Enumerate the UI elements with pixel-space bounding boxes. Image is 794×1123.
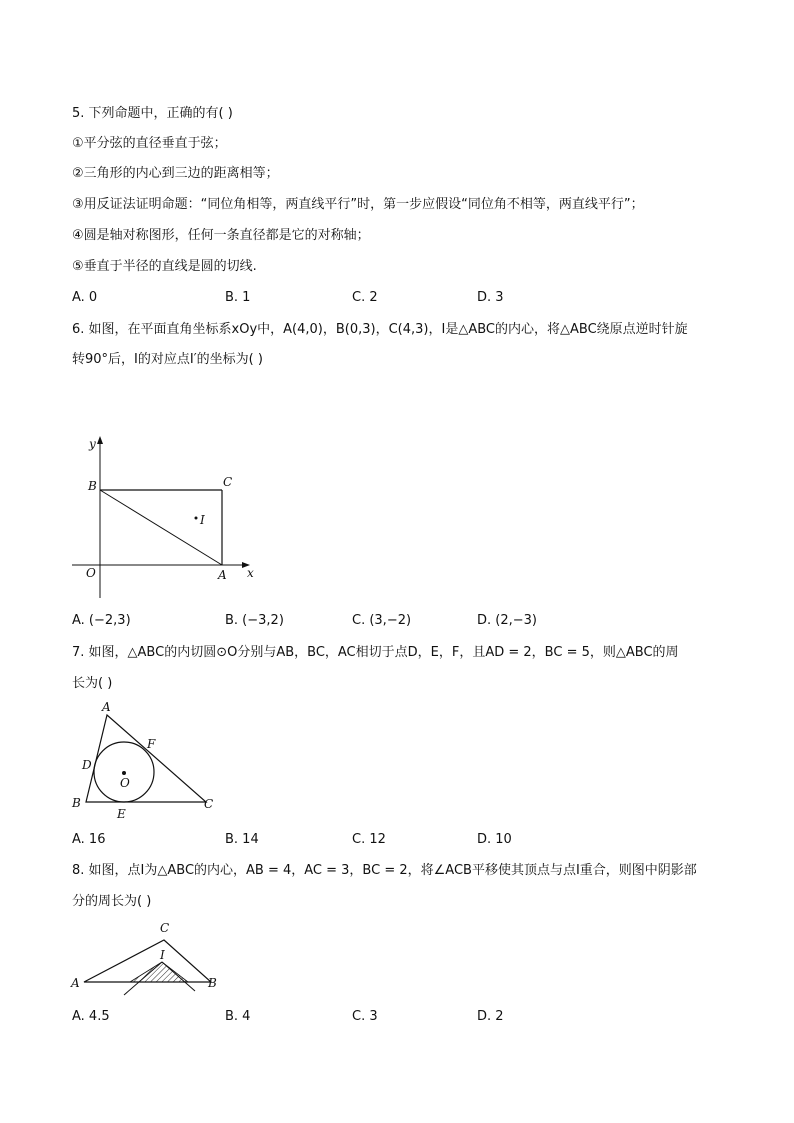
q6-segment-ba xyxy=(100,490,222,565)
q8-label-i: I xyxy=(160,948,165,962)
q5-statement-2: ②三角形的内心到三边的距离相等； xyxy=(72,166,279,181)
q6-point-i xyxy=(195,517,198,520)
q5-option-c: C. 2 xyxy=(352,290,378,305)
q6-label-b: B xyxy=(88,479,97,493)
q5-statement-1: ①平分弦的直径垂直于弦； xyxy=(72,136,227,151)
q6-label-o: O xyxy=(86,566,96,580)
q7-stem-line-2: 长为( ) xyxy=(72,676,113,691)
q7-label-c: C xyxy=(204,797,214,811)
q7-center-o xyxy=(122,771,126,775)
q7-incircle-figure xyxy=(68,698,228,822)
q5-option-a: A. 0 xyxy=(72,290,98,305)
q7-label-e: E xyxy=(117,807,126,821)
q6-label-c: C xyxy=(223,475,233,489)
q7-stem-line-1: 7. 如图，△ABC的内切圆⊙O分别与AB，BC，AC相切于点D，E，F，且AD = 2，BC = 5，则△ABC的周 xyxy=(72,645,679,660)
q7-option-d: D. 10 xyxy=(477,832,512,847)
q6-label-i: I xyxy=(200,513,205,527)
q6-option-b: B. (−3,2) xyxy=(225,613,284,628)
q5-option-b: B. 1 xyxy=(225,290,251,305)
q8-triangle-figure xyxy=(68,917,228,1001)
q6-stem-line-2: 转90°后，I的对应点I′的坐标为( ) xyxy=(72,352,263,367)
q7-label-a: A xyxy=(102,700,111,714)
q5-statement-5: ⑤垂直于半径的直线是圆的切线. xyxy=(72,259,257,274)
q6-option-a: A. (−2,3) xyxy=(72,613,131,628)
q6-label-x: x xyxy=(247,566,254,580)
q5-statement-3: ③用反证法证明命题：“同位角相等，两直线平行”时，第一步应假设“同位角不相等，两直线平行”； xyxy=(72,197,644,212)
q8-stem-line-1: 8. 如图，点I为△ABC的内心，AB = 4，AC = 3，BC = 2，将∠ACB平移使其顶点与点I重合，则图中阴影部 xyxy=(72,863,697,878)
q7-label-o: O xyxy=(120,776,130,790)
q7-label-d: D xyxy=(82,758,92,772)
q6-label-y: y xyxy=(89,437,96,451)
q6-y-arrow xyxy=(97,436,103,444)
q6-option-c: C. (3,−2) xyxy=(352,613,412,628)
q5-stem: 5. 下列命题中，正确的有( ) xyxy=(72,106,233,121)
q7-option-a: A. 16 xyxy=(72,832,106,847)
q6-coordinate-figure xyxy=(68,432,268,604)
q8-stem-line-2: 分的周长为( ) xyxy=(72,894,152,909)
q8-label-a: A xyxy=(71,976,80,990)
q8-option-c: C. 3 xyxy=(352,1009,378,1024)
q8-label-b: B xyxy=(208,976,217,990)
q8-option-b: B. 4 xyxy=(225,1009,251,1024)
q6-label-a: A xyxy=(218,568,227,582)
q8-option-a: A. 4.5 xyxy=(72,1009,110,1024)
q7-label-b: B xyxy=(72,796,81,810)
q6-stem-line-1: 6. 如图，在平面直角坐标系xOy中，A(4,0)，B(0,3)，C(4,3)，I是△ABC的内心，将△ABC绕原点逆时针旋 xyxy=(72,322,688,337)
q7-triangle-abc xyxy=(86,715,206,802)
q7-option-b: B. 14 xyxy=(225,832,259,847)
q8-label-c: C xyxy=(160,921,170,935)
q7-option-c: C. 12 xyxy=(352,832,386,847)
q5-statement-4: ④圆是轴对称图形，任何一条直径都是它的对称轴； xyxy=(72,228,370,243)
q5-option-d: D. 3 xyxy=(477,290,504,305)
q7-label-f: F xyxy=(147,737,156,751)
q6-option-d: D. (2,−3) xyxy=(477,613,537,628)
q8-option-d: D. 2 xyxy=(477,1009,504,1024)
